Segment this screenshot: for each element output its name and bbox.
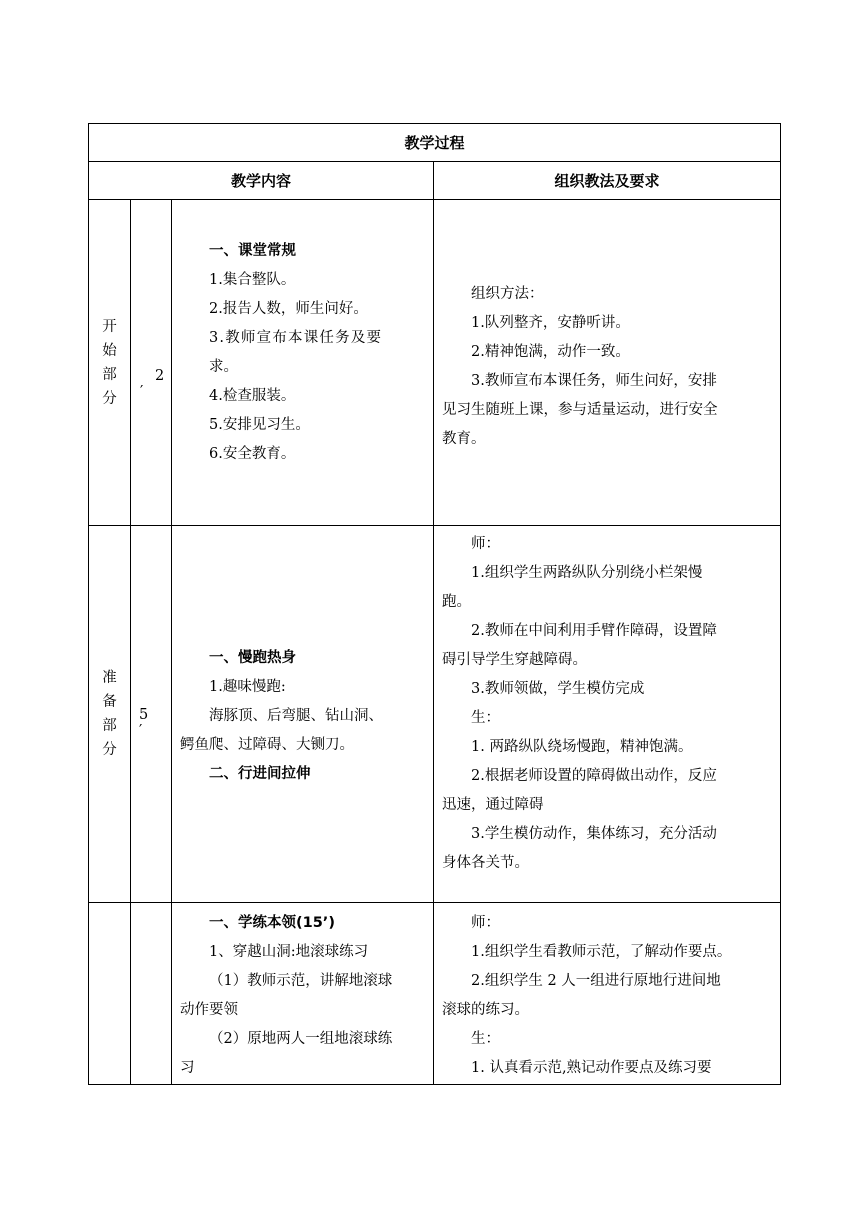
org-line: 2.精神饱满，动作一致。 bbox=[471, 344, 630, 360]
org-line: 生： bbox=[471, 1031, 500, 1047]
org-line: 1.队列整齐，安静听讲。 bbox=[471, 315, 630, 331]
org-line: 3.学生模仿动作，集体练习，充分活动 bbox=[471, 826, 717, 842]
content-item: 海豚顶、后弯腿、钻山洞、 bbox=[209, 708, 383, 724]
content-item: 鳄鱼爬、过障碍、大铡刀。 bbox=[180, 737, 354, 753]
section-label-start bbox=[89, 200, 131, 526]
content-item: 3.教师宣布本课任务及要 bbox=[209, 330, 383, 346]
content-item: 1、穿越山洞:地滚球练习 bbox=[209, 944, 369, 960]
section-label-main bbox=[89, 903, 131, 1085]
org-cell-main bbox=[434, 903, 781, 1085]
content-heading: 一、慢跑热身 bbox=[209, 650, 296, 666]
content-item: 习 bbox=[180, 1060, 195, 1076]
section-prep-row bbox=[89, 526, 781, 903]
table-title: 教学过程 bbox=[89, 124, 781, 162]
org-line: 组织方法： bbox=[471, 286, 544, 302]
content-heading: 一、学练本领(15’) bbox=[209, 915, 335, 931]
org-line: 教育。 bbox=[442, 431, 486, 447]
org-line: 师： bbox=[471, 536, 500, 552]
time-mark: ′ bbox=[140, 384, 144, 400]
org-line: 见习生随班上课，参与适量运动，进行安全 bbox=[442, 402, 718, 418]
org-line: 师： bbox=[471, 915, 500, 931]
content-item: （1）教师示范，讲解地滚球 bbox=[209, 973, 393, 989]
org-line: 迅速，通过障碍 bbox=[442, 797, 544, 813]
org-cell-start bbox=[434, 200, 781, 526]
content-item: 6.安全教育。 bbox=[209, 446, 296, 462]
label-char: 始 bbox=[102, 342, 117, 359]
content-item: 4.检查服装。 bbox=[209, 388, 296, 404]
section-label-prep bbox=[89, 526, 131, 903]
org-line: 2.教师在中间利用手臂作障碍，设置障 bbox=[471, 623, 717, 639]
content-item: 1.趣味慢跑: bbox=[209, 679, 286, 695]
time-value: 2 bbox=[155, 368, 165, 384]
time-cell-main bbox=[131, 903, 172, 1085]
header-organization: 组织教法及要求 bbox=[434, 162, 781, 200]
label-char: 分 bbox=[102, 742, 117, 758]
content-heading: 二、行进间拉伸 bbox=[209, 766, 311, 782]
label-char: 准 bbox=[102, 670, 117, 686]
org-line: 身体各关节。 bbox=[442, 855, 529, 871]
org-line: 滚球的练习。 bbox=[442, 1002, 529, 1018]
time-cell-start bbox=[131, 200, 172, 526]
content-item: 2.报告人数，师生问好。 bbox=[209, 301, 368, 317]
header-content: 教学内容 bbox=[89, 162, 434, 200]
org-line: 2.根据老师设置的障碍做出动作，反应 bbox=[471, 768, 717, 784]
org-line: 生： bbox=[471, 710, 500, 726]
time-value: 5 bbox=[139, 707, 149, 723]
org-line: 1. 两路纵队绕场慢跑，精神饱满。 bbox=[471, 739, 693, 755]
org-line: 碍引导学生穿越障碍。 bbox=[442, 652, 587, 668]
time-cell-prep bbox=[131, 526, 172, 903]
content-heading: 一、课堂常规 bbox=[209, 243, 296, 259]
section-start-row bbox=[89, 200, 781, 526]
org-line: 3.教师宣布本课任务，师生问好，安排 bbox=[471, 373, 717, 389]
org-line: 2.组织学生 2 人一组进行原地行进间地 bbox=[471, 973, 721, 989]
org-line: 1.组织学生两路纵队分别绕小栏架慢 bbox=[471, 565, 703, 581]
content-item: 动作要领 bbox=[180, 1002, 238, 1018]
org-line: 1. 认真看示范,熟记动作要点及练习要 bbox=[471, 1060, 712, 1076]
org-cell-prep bbox=[434, 526, 781, 903]
label-char: 部 bbox=[102, 718, 117, 734]
label-char: 备 bbox=[102, 694, 117, 710]
content-item: 1.集合整队。 bbox=[209, 272, 296, 288]
content-cell-prep bbox=[172, 526, 434, 903]
label-char: 开 bbox=[102, 318, 117, 335]
org-line: 1.组织学生看教师示范，了解动作要点。 bbox=[471, 944, 732, 960]
content-item: 求。 bbox=[209, 359, 238, 375]
label-char: 部 bbox=[102, 366, 117, 383]
label-char: 分 bbox=[102, 390, 117, 407]
teaching-process-table bbox=[88, 123, 781, 1085]
org-line: 3.教师领做，学生模仿完成 bbox=[471, 681, 645, 697]
content-item: （2）原地两人一组地滚球练 bbox=[209, 1031, 393, 1047]
content-cell-main bbox=[172, 903, 434, 1085]
org-line: 跑。 bbox=[442, 594, 471, 610]
section-main-row bbox=[89, 903, 781, 1085]
content-item: 5.安排见习生。 bbox=[209, 417, 310, 433]
time-mark: ′ bbox=[139, 723, 143, 739]
content-cell-start bbox=[172, 200, 434, 526]
